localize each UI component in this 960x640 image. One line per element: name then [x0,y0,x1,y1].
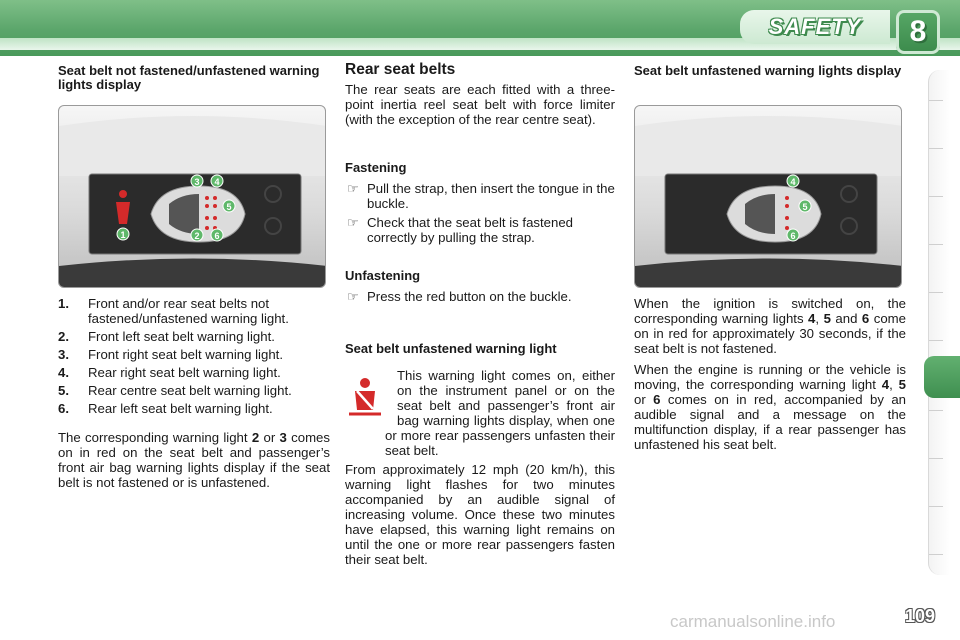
section-title-box [740,10,890,44]
list-item: 2. Front left seat belt warning light. [58,329,275,344]
marker-1 [117,228,129,240]
tab-divider [929,340,943,341]
hand-pointer-icon: ☞ [347,289,359,304]
watermark: carmanualsonline.info [670,612,836,631]
list-item: ☞ Check that the seat belt is fastened correctly by pulling the strap. [347,215,573,245]
svg-text:1: 1 [120,230,126,240]
right-paragraph-1: When the ignition is switched on, the corresponding warning lights 4, 5 and 6 come on in red for approximately 30 seconds, if the seat belt is not fastened. [634,296,906,356]
left-list-block [58,296,330,490]
right-text-block [634,296,906,452]
tab-divider [929,100,943,101]
marker-6 [787,229,799,241]
car-top-view-icon [727,186,821,242]
dashboard-top [635,116,902,176]
warning-display-illustration-left [58,105,326,288]
fastening-title: Fastening [345,160,407,175]
chapter-badge [896,10,940,54]
svg-text:6: 6 [790,231,796,241]
tab-divider [929,244,943,245]
unfastening-steps [345,289,615,304]
list-item: 4. Rear right seat belt warning light. [58,365,281,380]
chapter-number: 8 [909,15,927,48]
unfastening-title: Unfastening [345,268,421,283]
svg-text:5: 5 [802,202,808,212]
list-item: ☞ Pull the strap, then insert the tongue in the buckle. [347,181,615,211]
marker-4 [787,175,799,187]
tab-divider [929,292,943,293]
tab-divider [929,410,943,411]
svg-text:3: 3 [194,177,200,187]
display-drawing-left [59,106,326,288]
dashboard-bottom [59,259,326,289]
marker-3 [191,175,203,187]
middle-column [345,62,615,567]
chapter-tab-active[interactable] [924,356,960,398]
right-heading-block [634,64,904,78]
list-item: 1. Front and/or rear seat belts not fastened/unfastened warning light. [58,296,289,326]
svg-text:6: 6 [214,231,220,241]
hand-pointer-icon: ☞ [347,181,359,196]
right-paragraph-2: When the engine is running or the vehicle is moving, the corresponding warning light 4, 5 or 6 comes on in red, accompanied by an audible signal and a message on the multifunction display, if a rear passenger has unfastened his seat belt. [634,362,907,452]
marker-5 [223,200,235,212]
hand-pointer-icon: ☞ [347,215,359,230]
marker-2 [191,229,203,241]
svg-text:4: 4 [214,177,220,187]
tab-divider [929,196,943,197]
list-item: 6. Rear left seat belt warning light. [58,401,273,416]
tab-divider [929,458,943,459]
left-paragraph: The corresponding warning light 2 or 3 comes on in red on the seat belt and passenger’s front air bag warning lights display if the seat belt is not fastened or is unfastened. [58,430,330,490]
warning-light-paragraph-2: From approximately 12 mph (20 km/h), this warning light flashes for two minutes accompanied by an audible signal of increasing volume. Once these two minutes have elapsed, this warning light remains on until the one or more rear passengers fasten their seat belt. [345,462,615,567]
seat-belt-warning-icon [345,376,385,418]
list-item: 3. Front right seat belt warning light. [58,347,283,362]
fastening-steps [345,181,615,245]
rear-seat-belts-intro: The rear seats are each fitted with a three-point inertia reel seat belt with force limiter (with the exception of the rear centre seat). [345,82,615,127]
svg-text:2: 2 [194,231,200,241]
display-drawing-right [635,106,902,288]
left-heading: Seat belt not fastened/unfastened warning lights display [58,63,320,92]
page-number: 109 [905,606,936,626]
dashboard-top [59,116,326,176]
marker-6 [211,229,223,241]
svg-text:5: 5 [226,202,232,212]
tab-divider [929,148,943,149]
tab-divider [929,506,943,507]
chapter-tab-rail [928,70,950,575]
warning-light-body [345,368,615,567]
marker-4 [211,175,223,187]
warning-light-legend [58,296,330,416]
right-heading: Seat belt unfastened warning lights display [634,63,902,78]
warning-light-paragraph-1: This warning light comes on, either on the instrument panel or on the seat belt and passenger’s front air bag warning lights display, when one or more rear passengers unfasten their seat belt. [385,368,615,458]
section-title: SAFETY [768,14,862,39]
list-item: ☞ Press the red button on the buckle. [347,289,572,304]
list-item: 5. Rear centre seat belt warning light. [58,383,292,398]
svg-text:4: 4 [790,177,796,187]
tab-divider [929,554,943,555]
warning-light-title: Seat belt unfastened warning light [345,341,557,356]
marker-5 [799,200,811,212]
rear-seat-belts-title: Rear seat belts [345,61,456,78]
warning-display-illustration-right [634,105,902,288]
dashboard-bottom [635,259,902,289]
left-heading-block [58,64,328,92]
